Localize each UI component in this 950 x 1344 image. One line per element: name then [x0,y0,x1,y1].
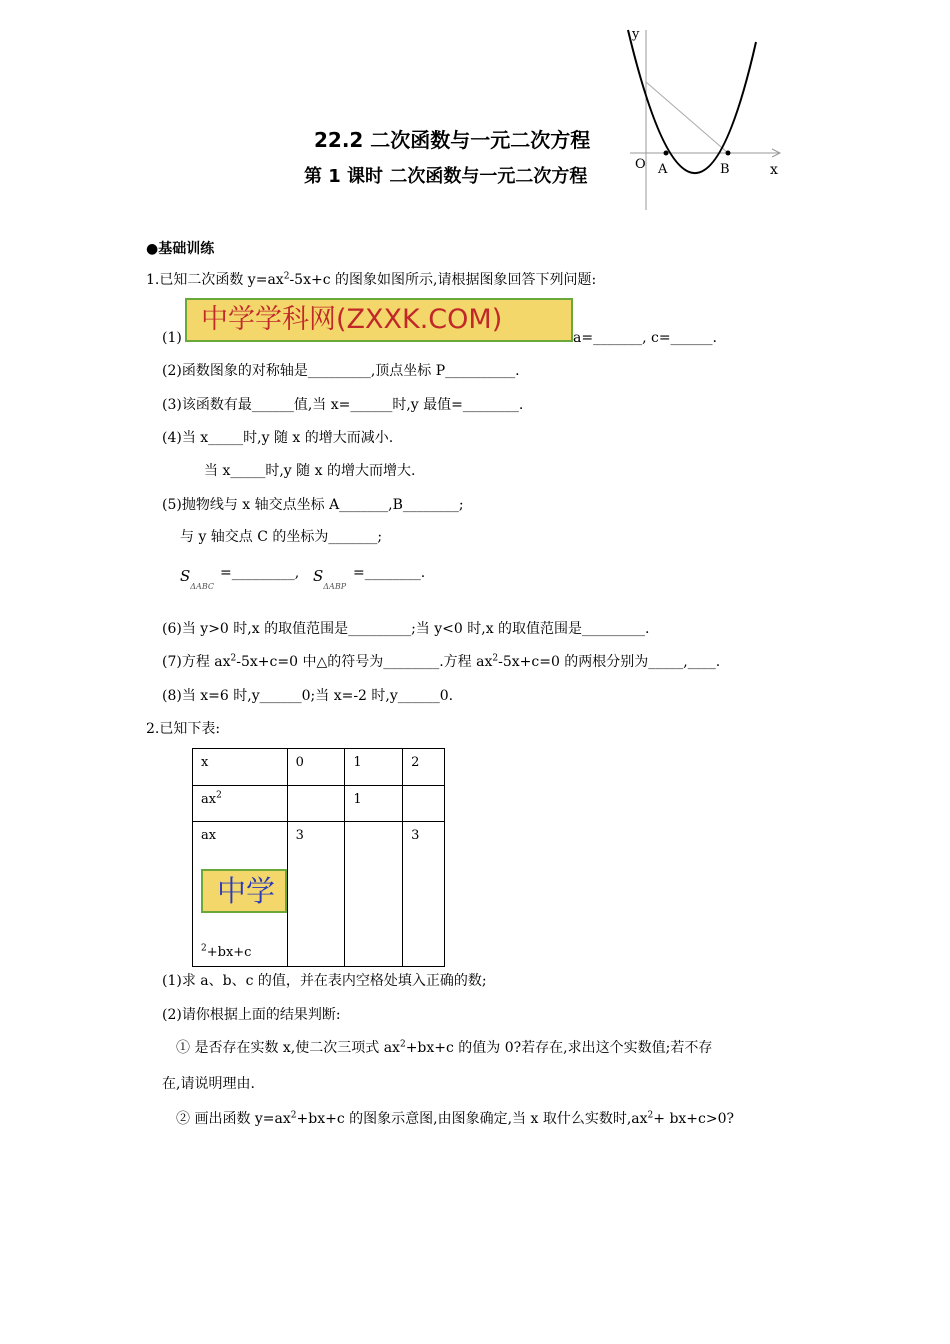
watermark-text: 中学学科网(ZXXK.COM) [201,304,503,335]
q1-part7: (7)方程 $ax^2-5x+c=0$ 中△的符号为________.方程 $ax^2-5x+c=0$ 的两根分别为_____,____. [162,653,721,670]
watermark-text-small: 中学 [217,874,276,908]
parabola-curve [628,30,756,173]
table-cell-tail: $^2$+bx+c [201,943,252,960]
section-title: ●基础训练 [146,241,215,257]
table-row [193,749,445,786]
point-a-dot [664,151,669,156]
table-cell: $ax^2$ [193,786,288,822]
q2-sub1: (1)求 a、b、c 的值，并在表内空格处填入正确的数; [162,973,487,989]
q1-intro: 1.已知二次函数 $y=ax^2-5x+c$ 的图象如图所示,请根据图象回答下列问题: [146,271,597,288]
q1-part4a: (4)当 x_____时,y 随 x 的增大而减小. [162,430,394,446]
q1-part5a: (5)抛物线与 x 轴交点坐标 A_______,B________; [162,497,464,513]
table-cell: 3 [403,822,445,967]
q1-area-eq1: =_________, [220,565,300,581]
watermark-logo-large [185,298,573,342]
q1-part3: (3)该函数有最______值,当 x=______时,y 最值=________. [162,397,524,413]
helper-line [646,82,728,153]
q1-area-eq2: =________. [353,565,426,581]
table-cell [345,822,403,967]
x-axis-label: x [770,162,778,178]
origin-label: O [635,157,646,172]
q1-area-abp: $S_{\Delta ABP}$ [313,567,347,591]
table-cell-label: ax [201,828,217,843]
table-cell: x [193,749,288,786]
table-cell: 0 [287,749,345,786]
page-subtitle: 第 1 课时 二次函数与一元二次方程 [304,166,588,187]
table-cell [403,786,445,822]
point-b-label: B [720,162,730,177]
table-row [193,786,445,822]
q2-intro: 2.已知下表: [146,721,221,737]
q1-area-abc: $S_{\Delta ABC}$ [180,567,214,591]
q1-part1-prefix: (1) [162,330,182,346]
q1-part2: (2)函数图象的对称轴是_________,顶点坐标 P__________. [162,363,520,379]
q1-part4b: 当 x_____时,y 随 x 的增大而增大. [204,463,416,479]
q1-part8: (8)当 x=6 时,y______0;当 x=-2 时,y______0. [162,688,454,704]
parabola-graph [600,20,800,220]
y-axis-label: y [632,27,640,42]
page-title: 22.2 二次函数与一元二次方程 [314,128,591,152]
q2-sub3-cont: 在,请说明理由. [162,1076,255,1092]
point-b-dot [726,151,731,156]
table-cell: 1 [345,749,403,786]
q2-sub2: (2)请你根据上面的结果判断: [162,1007,341,1023]
q2-sub3: ① 是否存在实数 x,使二次三项式 $ax^2+bx+c$ 的值为 0?若存在,求出这个实数值;若不存 [176,1039,713,1056]
q1-part6: (6)当 y>0 时,x 的取值范围是_________;当 y<0 时,x 的取值范围是_________. [162,621,650,637]
watermark-logo-small [201,869,287,913]
table-cell [287,786,345,822]
values-table [192,748,445,967]
q1-part5b: 与 y 轴交点 C 的坐标为_______; [180,529,383,545]
table-cell: 3 [287,822,345,967]
table-cell: 1 [345,786,403,822]
q1-part1-suffix: a=_______, c=______. [573,330,717,346]
table-cell: 2 [403,749,445,786]
point-a-label: A [658,162,668,177]
q2-sub4: ② 画出函数 $y=ax^2+bx+c$ 的图象示意图,由图象确定,当 x 取什么实数时$,ax^2+ bx+c>0$? [176,1110,735,1127]
